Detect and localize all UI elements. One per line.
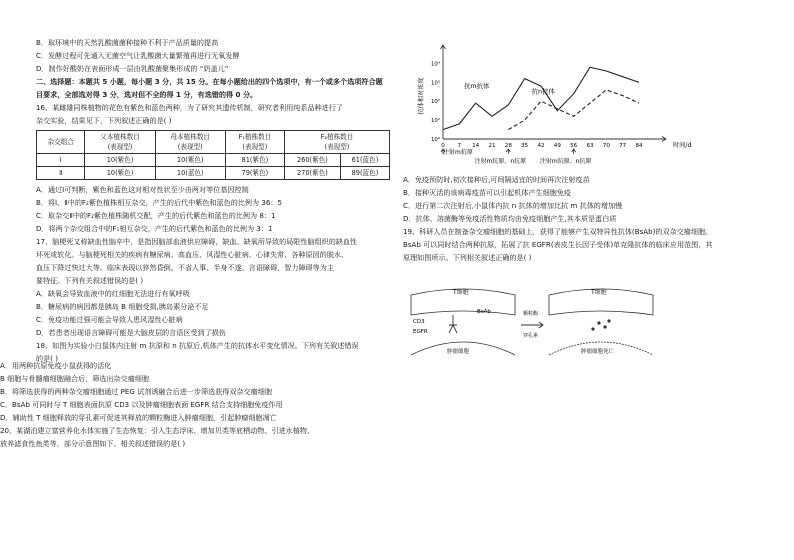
section-title-cont: 目要求，全部选对得 3 分，选对但不全的得 1 分，有选错的得 0 分。 [36,90,258,99]
left-column [36,36,390,365]
table-cell: 89(蓝色) [340,167,389,180]
q17-stem: 17、脑梗死又称缺血性脑卒中，是指因脑部血液供应障碍，缺血、缺氧所导致的局限性脑组织的缺血性 [36,237,358,246]
bsab-label: BsAb [477,309,491,315]
q19-stem-cont: BsAb 可以同时结合两种抗原，拓展了抗 EGFR(表皮生长因子受体)单克隆抗体的临床应用范围，其 [403,240,713,249]
t-cell-label-right: T细胞 [591,289,607,296]
q20-stem: 20、某湖泊建立富营养化水体实施了生态恢复：引入生态浮床、增加贝类等底栖动物、引进水植物、 [0,426,315,435]
table-cell: Ⅱ [37,167,85,180]
annotation-anti-n: 抗n抗体 [531,87,555,96]
x-axis-label: 时间/d [673,142,692,149]
injection-label: 注射m抗原、n抗原 [474,158,527,165]
y-tick-label: 10¹ [430,118,440,125]
antibody-chart [403,36,773,174]
table-cell: 10(紫色) [85,167,155,180]
table-cell: 10(紫色) [155,154,225,167]
q19-option-b: B．将筛选获得的两种杂交瘤细胞通过 PEG 试剂诱融合后进一步筛选获得双杂交瘤细胞 [0,387,272,396]
injection-label: 注射m抗原、n抗原 [539,158,592,165]
y-axis-label: 抗体相对浓度 [418,77,425,115]
x-tick-label: 63 [586,143,594,149]
table-header-mother: 母本植株数目 (表现型) [155,131,225,154]
x-tick-label: 35 [521,143,529,149]
q18-stem-cont: 的是( ) [36,354,58,363]
section-title: 二、选择题：本题共 5 小题，每小题 3 分，共 15 分。在每小题给出的四个选项中，有一个或多个选项符合题 [36,77,383,86]
q19-option-c: C．BsAb 可同时与 T 细胞表面抗原 CD3 以及肿瘤细胞表面 EGFR 结合支持细胞免疫作用 [0,400,283,409]
q19-option-a-cont: B 细胞与骨髓瘤细胞融合后，筛选出杂交瘤细胞 [0,374,149,383]
q17-stem-cont: 血压下降过快过大等。临床表现以猝然昏倒、不省人事、半身不遂、言语障碍、智力障碍等为主 [36,263,334,272]
right-column [403,173,773,264]
q17-option-c: C．免疫功能过强可能会导致人患风湿性心脏病 [36,315,183,324]
bsab-icon [449,315,457,333]
table-cell: 61(蓝色) [340,154,389,167]
q18-option-c: C．进行第二次注射后,小鼠体内抗 n 抗体的增加比抗 m 抗体的增加慢 [403,201,623,210]
x-tick-label: 77 [619,143,627,149]
egfr-label: EGFR [413,329,428,335]
table-header-father: 父本植株数目 (表现型) [85,131,155,154]
q16-option-a: A．通过Ⅰ可判断，紫色和蓝色这对相对性状至少由两对等位基因控制 [36,185,249,194]
t-cell-label-left: T细胞 [453,289,469,296]
x-tick-label: 84 [635,143,643,149]
q19-stem: 19、科研人员在制备杂交瘤细胞的基础上，获得了能够产生双特异性抗体(BsAb)的双杂交瘤细胞。 [403,227,713,236]
y-tick-label: 10⁴ [430,61,440,68]
q18-option-a: A．免疫预防时,初次接种后,可间隔适宜的时间再次注射疫苗 [403,175,590,184]
q17-option-d: D．若患者出现语言障碍可能是大脑皮层的言语区受到了损伤 [36,328,226,337]
table-cell: 81(紫色) [225,154,284,167]
granzyme-label: 颗粒酶 [523,311,539,317]
q16-option-b: B．将Ⅰ、Ⅱ中的F₂紫色植株相互杂交，产生的后代中紫色和蓝色的比例为 36：5 [36,198,282,207]
tumor-label-right: 肿瘤细胞死亡 [581,349,615,355]
q19-option-d: D．辅助性 T 细胞释放的穿孔素可促进其释放的颗粒酶进入肿瘤细胞，引起肿瘤细胞凋亡 [0,413,277,422]
x-tick-label: 7 [457,143,462,149]
x-tick-label: 28 [504,143,512,149]
table-cell: 10(紫色) [85,154,155,167]
q15-option-d: D．制作好酸奶在表面形成一层由乳酸菌聚集形成的 “奶盖儿” [36,64,229,73]
table-header-cross: 杂交组合 [37,131,85,154]
x-tick-label: 0 [441,143,445,149]
x-tick-label: 21 [488,143,496,149]
q17-option-a: A．缺氧会导致血液中的红细胞无法进行有氧呼吸 [36,289,190,298]
table-header-f1: F₁植株数目 (表现型) [225,131,284,154]
table-cell: Ⅰ [37,154,85,167]
injection-label: 注射m抗原 [443,149,473,156]
table-row [37,154,390,167]
x-tick-label: 49 [553,143,561,149]
cross-table [36,130,390,180]
q19-stem-cont: 原理如图所示。下列相关叙述正确的是( ) [403,253,532,262]
y-tick-label: 10⁰ [430,137,440,143]
q17-stem-cont: 要特征。下列有关叙述错误的是( ) [36,276,144,285]
table-cell: 10(蓝色) [155,167,225,180]
tumor-label-left: 肿瘤细胞 [447,349,470,355]
table-header-f2: F₂植株数目 (表现型) [284,131,389,154]
q15-option-c: C．发酵过程可先通入无菌空气让乳酸菌大量繁殖再进行无氧发酵 [36,51,240,60]
q16-stem-cont: 杂交实验，结果见下，下列叙述正确的是( ) [36,116,172,125]
q18-option-b: B．接种灭活的该病毒疫苗可以引起机体产生细胞免疫 [403,188,572,197]
annotation-anti-m: 抗m抗体 [464,82,490,90]
x-tick-label: 14 [472,143,480,149]
cd3-label: CD3 [413,319,425,325]
series-line [508,90,639,130]
table-cell: 260(紫色) [284,154,340,167]
q16-option-c: C．取杂交Ⅱ中的F₂紫色植株随机交配，产生的后代紫色和蓝色的比例为 8：1 [36,211,276,220]
x-tick-label: 42 [537,143,545,149]
x-tick-label: 70 [602,143,610,149]
series-line [443,67,639,129]
q16-option-d: D．将两个杂交组合中的F₁相互杂交，产生的后代紫色和蓝色的比例为 3：1 [36,224,273,233]
y-tick-label: 10² [430,99,440,106]
table-row [37,167,390,180]
table-cell: 270(紫色) [284,167,340,180]
bsab-diagram [403,285,773,357]
table-cell: 79(紫色) [225,167,284,180]
q16-stem: 16、某雌雄同株植物的花色有紫色和蓝色两种，为了研究其遗传机制，研究者利用纯系品种进行了 [36,103,343,112]
q17-stem-cont: 坏死或软化。与脑梗死相关的疾病有糖尿病、高血压、风湿性心脏病、心律失常、各种原因的脱水、 [36,250,349,259]
perforin-label: 穿孔素 [523,333,539,339]
q19-option-a: A．用两种抗原免疫小鼠获得的活化 [0,361,112,370]
q17-option-b: B．糖尿病的病因都是胰岛 B 细胞受损,胰岛素分泌不足 [36,302,209,311]
q20-stem-cont: 放养滤食性鱼类等，部分示意图如下。相关叙述错误的是( ) [0,439,186,448]
y-tick-label: 10³ [430,80,440,87]
q18-stem: 18、如图为实验小白鼠体内注射 m 抗原和 n 抗原后,机体产生的抗体水平变化情况。下列有关叙述错误 [36,341,359,350]
q15-option-b: B．取环境中的天然乳酸菌菌种接种不利于产品质量的提高 [36,38,219,47]
q18-option-d: D．抗体、溶菌酶等免疫活性物质均由免疫细胞产生,其本质是蛋白质 [403,214,617,223]
x-tick-label: 56 [570,143,578,149]
right-column-lower [0,359,314,450]
